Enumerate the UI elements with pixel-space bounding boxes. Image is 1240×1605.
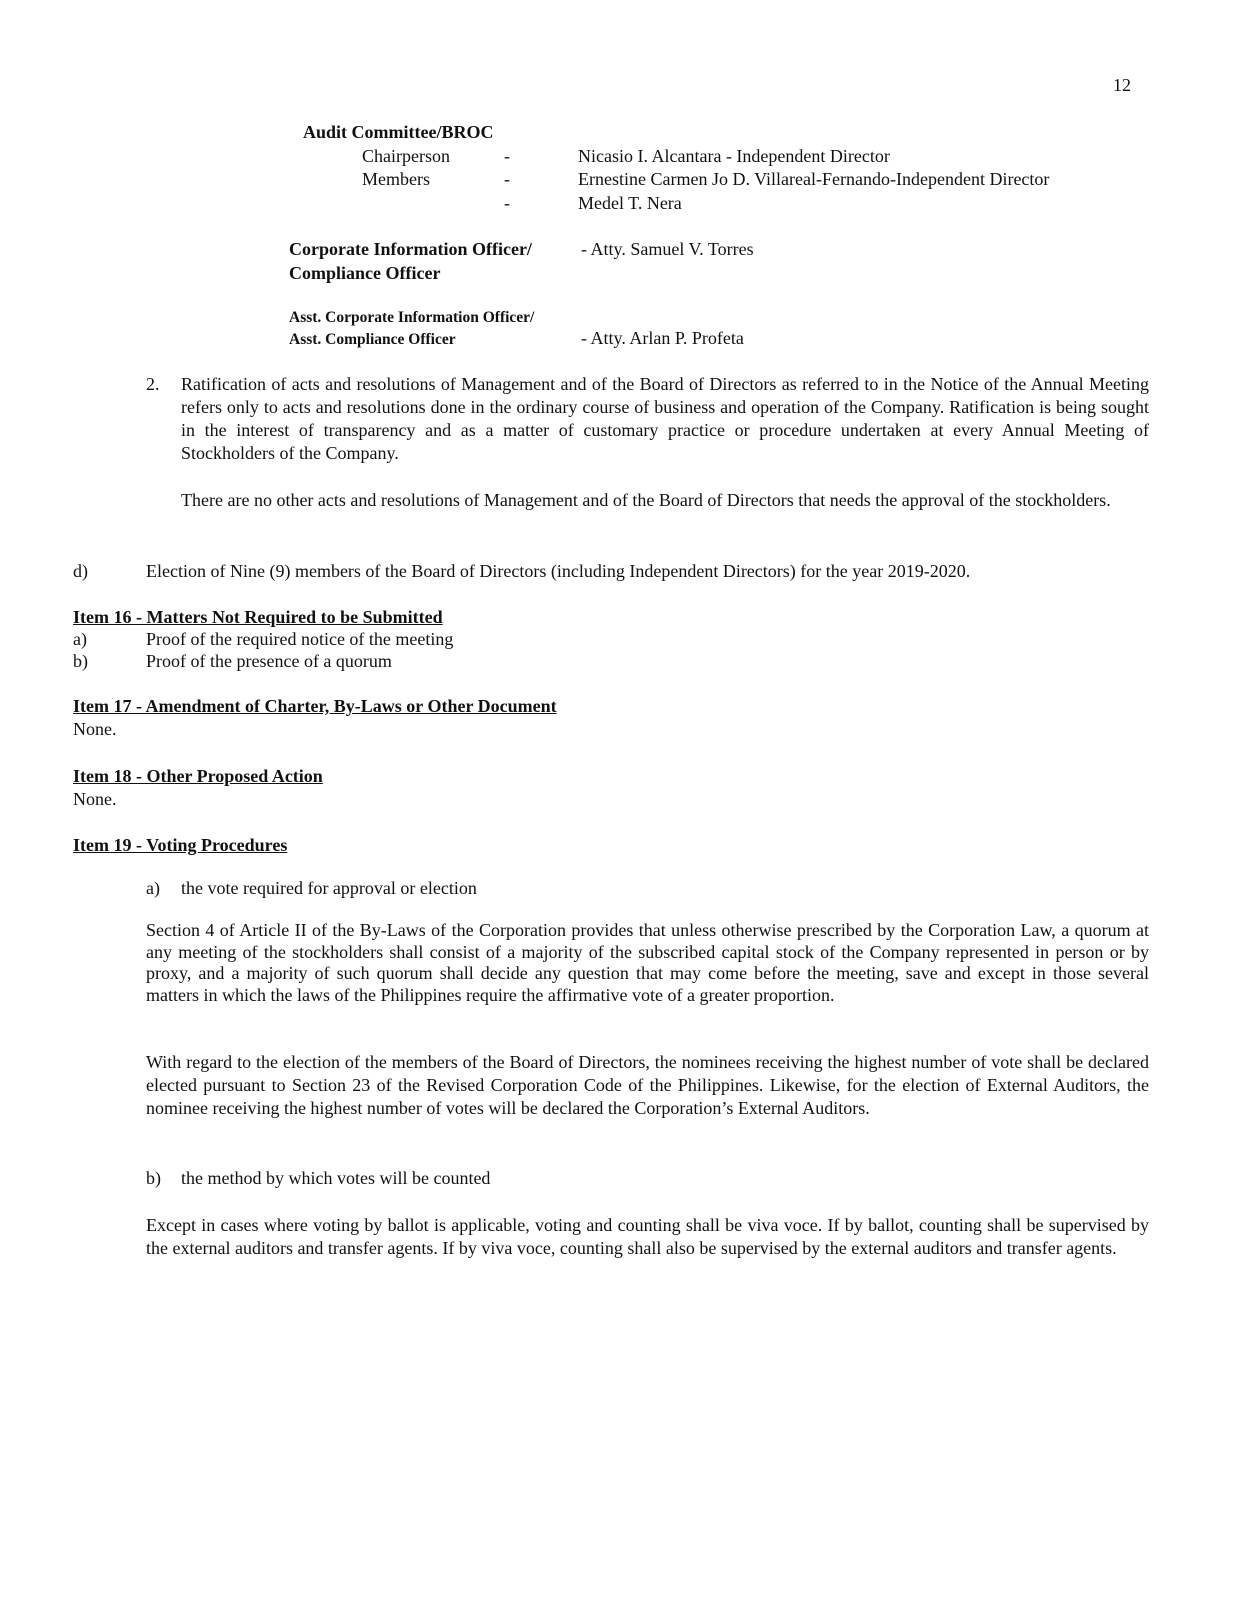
audit-committee-heading: Audit Committee/BROC xyxy=(303,122,494,142)
item17-text: None. xyxy=(73,719,117,739)
item16-a-text: Proof of the required notice of the meeting xyxy=(146,629,454,649)
item19-heading: Item 19 - Voting Procedures xyxy=(73,835,288,855)
item19-a-label: a) xyxy=(146,878,160,898)
item-d-text: Election of Nine (9) members of the Board of Directors (including Independent Directors) for the year 2019-2020. xyxy=(146,561,971,581)
asst-cio-name: - Atty. Arlan P. Profeta xyxy=(581,328,744,348)
item16-a-label: a) xyxy=(73,629,87,649)
chairperson-name: Nicasio I. Alcantara - Independent Director xyxy=(578,146,890,166)
item-d-label: d) xyxy=(73,561,88,581)
item19-b-label: b) xyxy=(146,1168,161,1188)
item19-a-text: the vote required for approval or election xyxy=(181,878,477,898)
item19-a-paragraph-1: Section 4 of Article II of the By-Laws of the Corporation provides that unless otherwise prescribed by the Corporation Law, a quorum at any meeting of the stockholders shall consist of a majority of the subscribed capital stock of the Company represented in person or by proxy, and a majority of such quorum shall decide any question that may come before the meeting, save and except in those several matters in which the laws of the Philippines require the affirmative vote of a greater proportion. xyxy=(146,920,1149,1005)
member-name-1: Ernestine Carmen Jo D. Villareal-Fernando-Independent Director xyxy=(578,169,1050,189)
chairperson-label: Chairperson xyxy=(362,146,450,166)
item19-b-paragraph-1: Except in cases where voting by ballot is applicable, voting and counting shall be viva voce. If by ballot, counting shall be supervised by the external auditors and transfer agents. If by viva voce, counting shall also be supervised by the external auditors and transfer agents. xyxy=(146,1215,1149,1258)
item2-paragraph-2: There are no other acts and resolutions of Management and of the Board of Directors that needs the approval of the stockholders. xyxy=(181,490,1111,510)
item2-number: 2. xyxy=(146,374,160,394)
asst-cio-title-line2: Asst. Compliance Officer xyxy=(289,331,456,348)
item19-a-paragraph-2: With regard to the election of the members of the Board of Directors, the nominees receiving the highest number of vote shall be declared elected pursuant to Section 23 of the Revised Corporation Code of the Philippines. Likewise, for the election of External Auditors, the nominee receiving the highest number of votes will be declared the Corporation’s External Auditors. xyxy=(146,1052,1149,1118)
cio-title-line2: Compliance Officer xyxy=(289,263,441,283)
item2-paragraph-1: Ratification of acts and resolutions of Management and of the Board of Directors as referred to in the Notice of the Annual Meeting refers only to acts and resolutions done in the ordinary course of business and operation of the Company. Ratification is being sought in the interest of transparency and as a matter of customary practice or procedure undertaken at every Annual Meeting of Stockholders of the Company. xyxy=(181,374,1149,463)
cio-name: - Atty. Samuel V. Torres xyxy=(581,239,754,259)
cio-title-line1: Corporate Information Officer/ xyxy=(289,239,532,259)
members-dash: - xyxy=(504,169,510,189)
item17-heading: Item 17 - Amendment of Charter, By-Laws or Other Document xyxy=(73,696,557,716)
item19-b-text: the method by which votes will be counted xyxy=(181,1168,491,1188)
item18-text: None. xyxy=(73,789,117,809)
item18-heading: Item 18 - Other Proposed Action xyxy=(73,766,323,786)
asst-cio-title-line1: Asst. Corporate Information Officer/ xyxy=(289,309,535,326)
members-label: Members xyxy=(362,169,430,189)
member-dash-2: - xyxy=(504,193,510,213)
chairperson-dash: - xyxy=(504,146,510,166)
item16-b-label: b) xyxy=(73,651,88,671)
item16-b-text: Proof of the presence of a quorum xyxy=(146,651,392,671)
item16-heading: Item 16 - Matters Not Required to be Submitted xyxy=(73,607,443,627)
member-name-2: Medel T. Nera xyxy=(578,193,682,213)
page-number: 12 xyxy=(1113,75,1131,95)
